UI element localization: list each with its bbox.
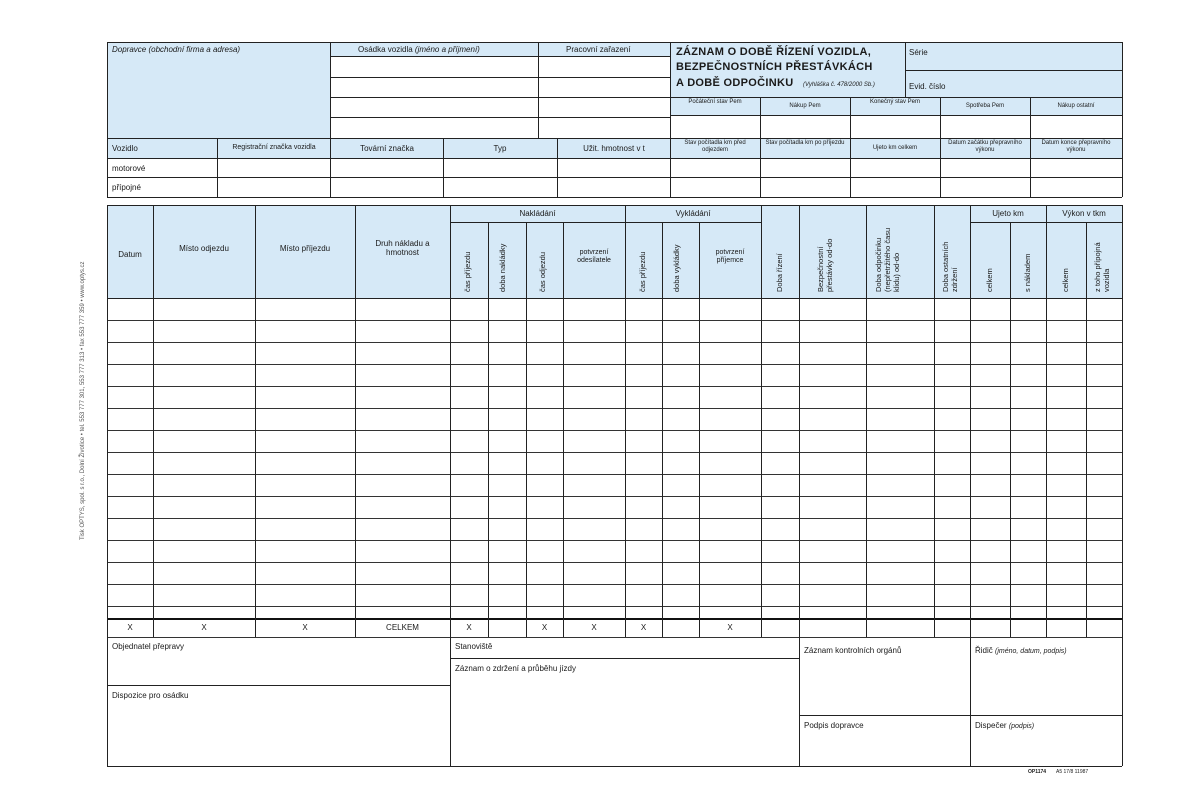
col-receiver-confirm: potvrzení příjemce [715, 249, 745, 265]
group-unloading: Vykládání [675, 209, 711, 218]
col-other-stops: Doba ostatních zdržení [941, 241, 959, 292]
form-title-line2: BEZPEČNOSTNÍCH PŘESTÁVKÁCH [676, 61, 873, 73]
col-cargo: Druh nákladu a hmotnost [375, 239, 430, 258]
evid-label: Evid. číslo [909, 82, 946, 91]
total-cell-sender: X [591, 623, 597, 632]
carrier-label: Dopravce (obchodní firma a adresa) [112, 45, 241, 54]
total-cell-date: X [127, 623, 133, 632]
col-driving-time: Doba řízení [775, 253, 784, 292]
total-cell-receiver: X [727, 623, 733, 632]
dispatcher-note: (podpis) [1008, 723, 1035, 730]
total-cell-arrival-time: X [466, 623, 472, 632]
col-date: Datum [118, 250, 142, 259]
km-col-start-date: Datum začátku přepravního výkonu [948, 140, 1022, 153]
km-col-before: Stav počítadla km před odjezdem [684, 140, 746, 153]
series-label: Série [909, 48, 928, 57]
col-arrival-time2: čas příjezdu [638, 251, 647, 292]
parking-label: Stanoviště [455, 642, 493, 651]
col-departure-time: čas odjezdu [538, 251, 547, 292]
col-sender-confirm: potvrzení odesílatele [577, 249, 611, 265]
crew-dispo-label: Dispozice pro osádku [112, 691, 189, 700]
vehicle-col-plate: Registrační značka vozidla [232, 144, 316, 151]
group-loading: Nakládání [519, 209, 556, 218]
driver-title: Řidič [975, 646, 993, 655]
col-km-loaded: s nákladem [1023, 253, 1032, 292]
control-record-label: Záznam kontrolních orgánů [804, 646, 902, 655]
orderer-label: Objednatel přepravy [112, 642, 185, 651]
col-perf-total: celkem [1061, 268, 1070, 292]
col-km-total: celkem [985, 268, 994, 292]
fuel-col-end: Konečný stav Pem [869, 99, 921, 105]
fuel-col-other: Nákup ostatní [1057, 103, 1095, 109]
col-arrival-time: čas příjezdu [463, 251, 472, 292]
col-loading-time: doba nakládky [498, 243, 507, 292]
carrier-sign-label: Podpis dopravce [804, 721, 864, 730]
vehicle-col-vehicle: Vozidlo [112, 144, 138, 153]
form-title-line3: A DOBĚ ODPOČINKU [676, 77, 794, 89]
total-cell-departure-time: X [541, 623, 548, 632]
total-cell-departure: X [201, 623, 207, 632]
col-rest: Doba odpočinku (nepřetržitého času klidu) od-do [874, 227, 901, 292]
vehicle-row-trailer: přípojné [112, 183, 141, 192]
dispatcher-label [975, 721, 1034, 731]
total-cell-arrival-time2: X [640, 623, 647, 632]
delay-record-label: Záznam o zdržení a průběhu jízdy [455, 664, 576, 673]
vehicle-col-make: Tovární značka [360, 144, 414, 153]
km-col-total: Ujeto km celkem [872, 145, 918, 151]
job-label: Pracovní zařazení [566, 45, 631, 54]
decree-note: (Vyhláška č. 478/2000 Sb.) [803, 82, 875, 88]
group-performance: Výkon v tkm [1062, 209, 1106, 218]
dispatcher-title: Dispečer [975, 721, 1007, 730]
vehicle-row-motor: motorové [112, 164, 146, 173]
fuel-col-purchase: Nákup Pem [789, 103, 821, 109]
group-km: Ujeto km [992, 209, 1024, 218]
crew-label [358, 45, 480, 54]
driver-label [975, 646, 1067, 656]
fuel-col-start: Počáteční stav Pem [688, 99, 742, 105]
form-title-line1: ZÁZNAM O DOBĚ ŘÍZENÍ VOZIDLA, [676, 46, 872, 58]
col-departure: Místo odjezdu [179, 244, 229, 253]
col-arrival: Místo příjezdu [279, 244, 331, 253]
vehicle-col-type: Typ [493, 144, 507, 153]
col-breaks: Bezpečnostní přestávky od-do [816, 238, 834, 292]
col-unloading-time: doba vykládky [672, 244, 681, 292]
km-col-after: Stav počítadla km po příjezdu [765, 140, 845, 146]
fuel-col-consumption: Spotřeba Pem [965, 103, 1005, 109]
crew-label-main: Osádka vozidla [358, 45, 415, 54]
vehicle-col-weight: Užit. hmotnost v t [583, 144, 645, 153]
km-col-end-date: Datum konce přepravního výkonu [1041, 140, 1111, 153]
crew-label-note: (jméno a příjmení) [414, 45, 480, 54]
driver-note: (jméno, datum, podpis) [995, 648, 1067, 655]
total-label: CELKEM [386, 623, 419, 632]
col-perf-trailer: z toho přípojná vozidla [1093, 242, 1111, 292]
carrier-box-fill [107, 42, 330, 138]
margin-printer-text: Tisk OPTYS, spol. s r.o., Dolní Životice • tel. 553 777 301, 553 777 313 • fax 553 777 359 • www.optys.cz [80, 261, 86, 540]
total-cell-arrival: X [302, 623, 308, 632]
form-code: OP1174 [1028, 769, 1047, 775]
form-version: A5 17/8 11987 [1056, 769, 1089, 775]
